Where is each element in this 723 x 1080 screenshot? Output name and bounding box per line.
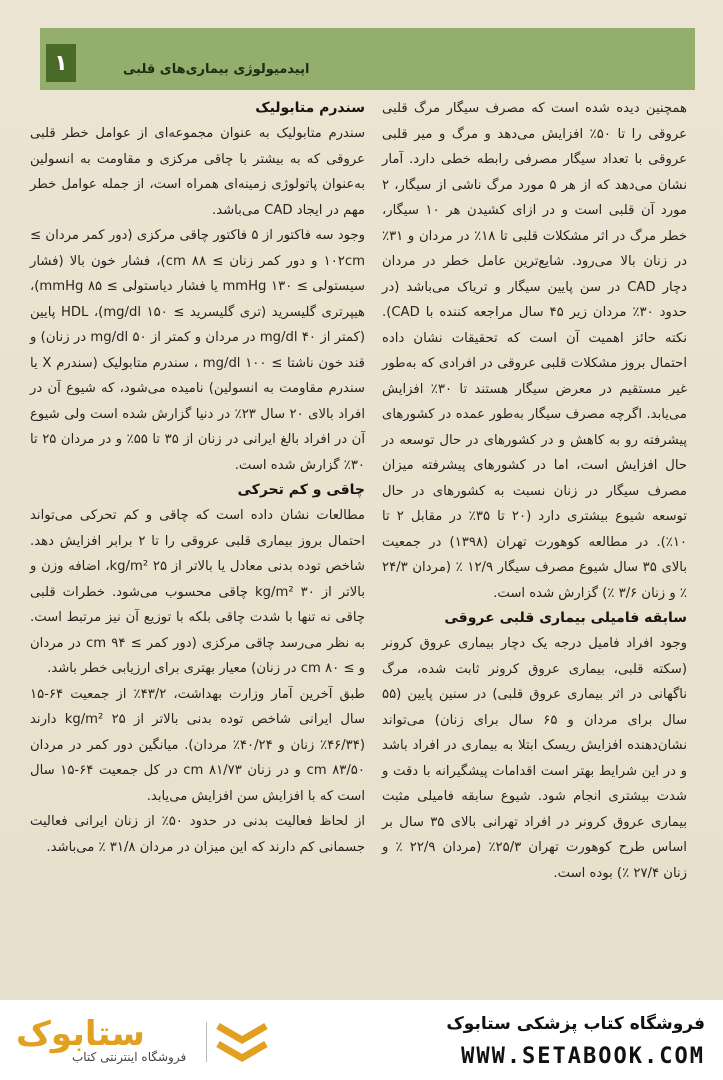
metabolic-paragraph-1: سندرم متابولیک به عنوان مجموعه‌ای از عوامل خطر قلبی عروقی که به بیشتر با چاقی مرکزی و مقاومت به انسولین به‌عنوان پاتولوژی زمینه‌ای همراه است، از جمله عوامل خطر مهم در ایجاد CAD می‌باشد. [30,126,365,218]
metabolic-paragraph-2: وجود سه فاکتور از ۵ فاکتور چاقی مرکزی (دور کمر مردان ≥ ۱۰۲cm و دور کمر زنان ≥ ۸۸ cm)، فشار خون بالا (فشار سیستولی ≥ ۱۳۰ mmHg یا فشار دیاستولی ≥ ۸۵ mmHg)، هیپرتری گلیسرید (تری گلیسرید ≥ ۱۵۰ mg/dl)، HDL پایین (کمتر از ۴۰ mg/dl در مردان و کمتر از ۵۰ mg/dl در زنان) و قند خون ناشتا ≥ ۱۰۰ mg/dl ، سندرم متابولیک (سندرم X یا سندرم مقاومت به انسولین) نامیده می‌شود، که شیوع آن در افراد بالای ۲۰ سال ۲۳٪ در دنیا گزارش شده است ولی شیوع آن در افراد بالغ ایرانی در زنان از ۳۵ تا ۵۵٪ و در مردان ۲۵ تا ۳۰٪ گزارش شده است. [30,228,365,473]
obesity-paragraph-3: از لحاظ فعالیت بدنی در حدود ۵۰٪ از زنان ایرانی فعالیت جسمانی کم دارند که این میزان در مردان ۳۱/۸ ٪ می‌باشد. [30,814,365,855]
chapter-title: اپیدمیولوژی بیماری‌های قلبی [123,62,310,77]
obesity-heading: چاقی و کم تحرکی [237,482,365,498]
shop-url-link[interactable]: WWW.SETABOOK.COM [461,1044,705,1069]
chapter-number: ۱ [46,44,76,82]
chevron-down-icon [212,1020,272,1066]
obesity-paragraph-2: طبق آخرین آمار وزارت بهداشت، ۴۳/۲٪ از جمعیت ۶۴-۱۵ سال ایرانی شاخص توده بدنی بالاتر از ۲۵ kg/m² دارند (۴۶/۳۴٪ زنان و ۴۰/۲۴٪ مردان). میانگین دور کمر در مردان ۸۳/۵۰ cm و در زنان ۸۱/۷۳ cm در کل جمعیت ۶۴-۱۵ سال است که با افزایش سن افزایش می‌یابد. [30,686,365,804]
family-history-paragraph: وجود افراد فامیل درجه یک دچار بیماری عروق کرونر (سکته قلبی، بیماری عروق کرونر ثابت شده، مرگ ناگهانی در اثر بیماری عروق قلبی) در سنین پایین (۵۵ سال برای مردان و ۶۵ سال برای زنان) می‌تواند نشان‌دهنده افزایش ریسک ابتلا به بیماری در افراد باشد و در این شرایط بهتر است اقدامات پیشگیرانه با دقت و شدت بیشتری انجام شود. شیوع سابقه فامیلی مثبت بیماری عروق کرونر در افراد تهرانی بالای ۳۵ سال بر اساس طرح کوهورت تهران ۲۵/۳٪ (مردان ۲۲/۹ ٪ و زنان ۲۷/۴ ٪) بوده است. [382,636,688,881]
obesity-paragraph-1: مطالعات نشان داده است که چاقی و کم تحرکی می‌تواند احتمال بروز بیماری قلبی عروقی را تا ۲ برابر افزایش دهد. شاخص توده بدنی معادل یا بالاتر از ۲۵ kg/m²، اضافه وزن و بالاتر از ۳۰ kg/m² چاقی محسوب می‌شود. خطرات قلبی چاقی نه تنها با شدت چاقی بلکه با توزیع آن نیز مرتبط است. به نظر می‌رسد چاقی مرکزی (دور کمر ≥ ۹۴ cm در مردان و ≥ ۸۰ cm در زنان) معیار بهتری برای ارزیابی خطر باشد. [30,508,366,676]
footer-banner [0,1000,723,1080]
metabolic-syndrome-heading: سندرم متابولیک [255,100,365,116]
footer-divider [206,1022,207,1062]
smoking-paragraph: همچنین دیده شده است که مصرف سیگار مرگ قلبی عروقی را تا ۵۰٪ افزایش می‌دهد و مرگ و میر قلبی عروقی با تعداد سیگار مصرفی رابطه خطی دارد. آمار نشان می‌دهد که از هر ۵ مورد مرگ ناشی از سیگار، ۲ مورد آن قلبی است و در ازای کشیدن هر ۱۰ سیگار، خطر مرگ در اثر مشکلات قلبی تا ۱۸٪ در مردان و ۳۱٪ در زنان بالا می‌رود. شایع‌ترین عامل خطر در مردان دچار CAD در سن پایین سیگار و تریاک می‌باشد (در حدود ۳۰٪ مردان زیر ۴۵ سال مراجعه کننده با CAD). نکته حائز اهمیت آن است که تحقیقات نشان داده احتمال بروز مشکلات قلبی عروقی در افرادی که به‌طور غیر مستقیم در معرض سیگار هستند تا ۳۰٪ افزایش می‌یابد. اگرچه مصرف سیگار به‌طور عمده در کشورهای پیشرفته رو به کاهش و در کشورهای در حال توسعه در حال افزایش است، اما در کشورهای پیشرفته میزان مصرف سیگار در زنان نسبت به کشورهای در حال توسعه شیوع بیشتری دارد (۲۰ تا ۳۵٪ در مقابل ۲ تا ۱۰٪). در مطالعه کوهورت تهران (۱۳۹۸) در جمعیت بالای ۳۵ سال شیوع مصرف سیگار ۱۲/۹ ٪ (مردان ۲۴/۳ ٪ و زنان ۳/۶ ٪) گزارش شده است. [382,101,688,601]
logo-subtitle: فروشگاه اینترنتی کتاب [72,1050,187,1064]
setabook-logo[interactable] [16,1014,206,1070]
shop-name: فروشگاه کتاب پزشکی ستابوک [446,1014,705,1034]
right-column [382,96,687,886]
logo-wordmark: ستابوک [16,1014,145,1054]
family-history-heading: سابقه فامیلی بیماری قلبی عروقی [444,610,687,626]
left-column [30,96,365,860]
header-band [40,28,695,90]
